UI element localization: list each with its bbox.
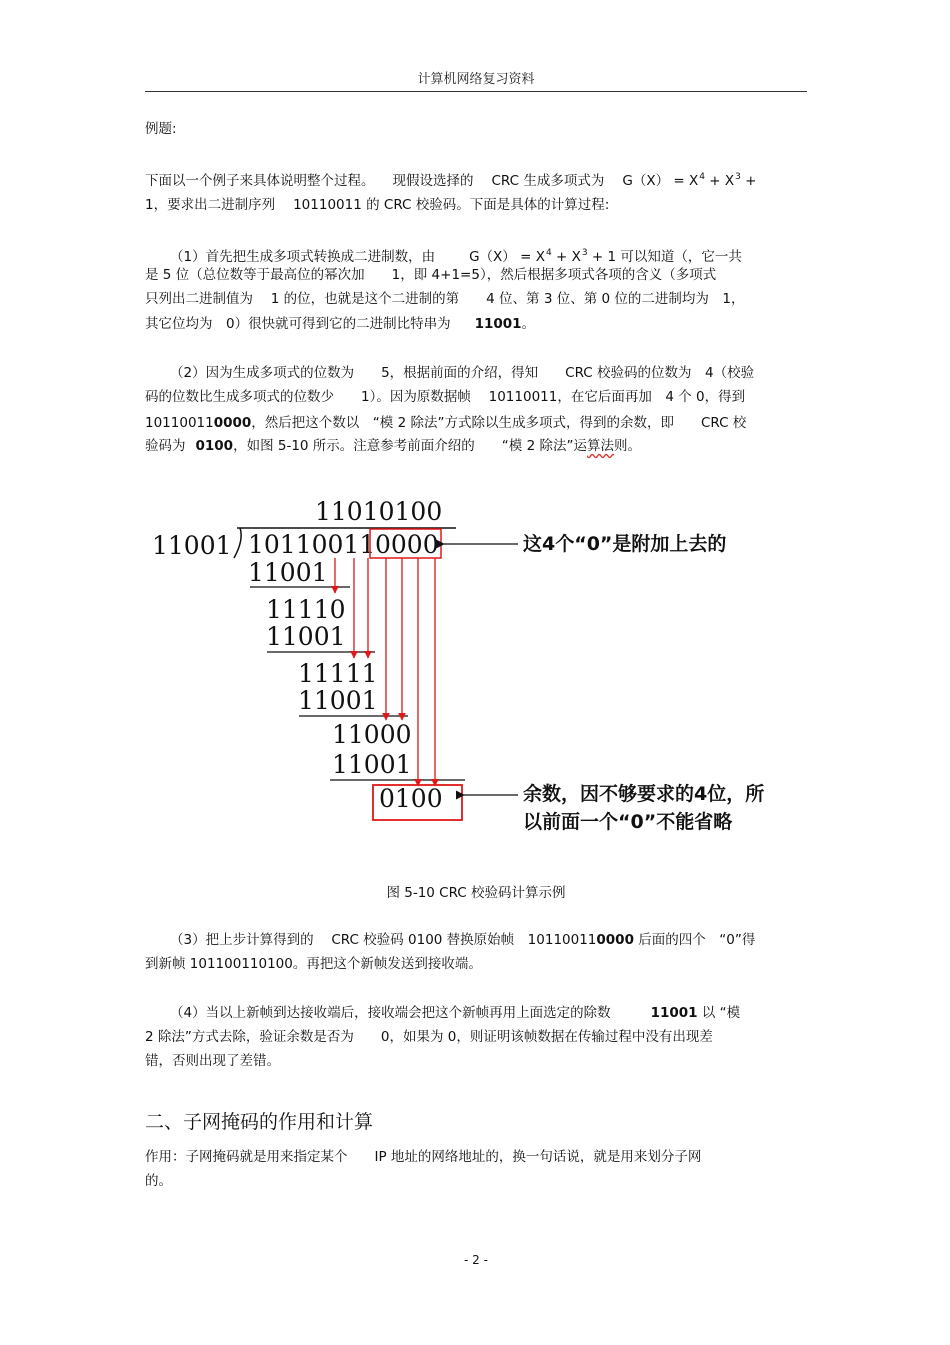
step1-exp-3: 3	[581, 248, 588, 258]
note-bottom-line-2: 以前面一个“0”不能省略	[523, 811, 733, 833]
step2-text-l4c: ，如图 5-10 所示。注意参考前面介绍的 “模 2 除法”运	[233, 438, 587, 454]
division-row-1: 11001	[248, 558, 328, 587]
step1-text-d: + 1 可以知道（，它一共	[587, 249, 742, 265]
step2-line-4	[145, 437, 641, 455]
step2-crc-value: 0100	[195, 438, 234, 454]
division-row-4: 11111	[298, 659, 378, 688]
intro-line-2	[145, 196, 609, 214]
intro-poly-x3: + X	[704, 173, 735, 189]
crc-division-figure	[140, 490, 820, 850]
intro-text-l2b: 10110011 的 CRC 校验码。下面是具体的计算过程:	[293, 197, 610, 213]
intro-text-b: 现假设选择的	[392, 173, 474, 189]
step4-line-3: 错，否则出现了差错。	[145, 1053, 280, 1069]
note-top: 这4个“0”是附加上去的	[523, 533, 727, 555]
intro-text-l2a: 1，要求出二进制序列	[145, 197, 276, 213]
section2-line-2: 的。	[145, 1173, 172, 1189]
step3-text-a: （3）把上步计算得到的 CRC 校验码 0100 替换原始帧 10110011	[170, 932, 597, 948]
intro-text-a: 下面以一个例子来具体说明整个过程。	[145, 173, 375, 189]
step4-text-c: 以 “模	[697, 1005, 741, 1021]
step1-text-l4c: 。	[521, 316, 536, 332]
step4-line-1	[170, 1004, 740, 1022]
example-label: 例题:	[145, 121, 177, 137]
step2-frame: 10110011	[145, 415, 214, 431]
step1-poly-g: G（X） = X	[469, 249, 545, 265]
dividend-main: 10110011	[248, 530, 376, 559]
intro-poly-g: G（X） = X	[622, 173, 699, 189]
step2-frame-pad: 0000	[213, 415, 252, 431]
intro-exp-3: 3	[735, 172, 741, 182]
page-number: - 2 -	[464, 1253, 488, 1267]
step1-line-2: 是 5 位（总位数等于最高位的幂次加 1，即 4+1=5），然后根据多项式各项的含义（多项式	[145, 267, 717, 283]
division-row-5: 11001	[298, 686, 378, 715]
step2-text-l4a: 验码为	[145, 438, 186, 454]
step2-line-2: 码的位数比生成多项式的位数少 1）。因为原数据帧 10110011，在它后面再加 4 个 0，得到	[145, 389, 746, 405]
division-row-2: 11110	[266, 595, 346, 624]
division-bracket	[234, 528, 241, 558]
note-bottom-line-1: 余数，因不够要求的4位，所	[523, 783, 765, 805]
division-row-7: 11001	[332, 750, 412, 779]
intro-exp-4: 4	[699, 172, 705, 182]
step2-text-l4e: 则。	[613, 438, 641, 454]
step1-text-a: （1）首先把生成多项式转换成二进制数，由	[170, 249, 436, 265]
step1-bitstring: 11001	[474, 316, 522, 332]
intro-poly-plus: +	[740, 173, 757, 189]
step3-frame-pad: 0000	[596, 932, 634, 948]
quotient: 11010100	[315, 497, 443, 526]
step4-text-a: （4）当以上新帧到达接收端后，接收端会把这个新帧再用上面选定的除数	[170, 1005, 611, 1021]
step1-line-1	[170, 244, 742, 266]
dividend-pad: 0000	[375, 530, 439, 559]
figure-caption: 图 5-10 CRC 校验码计算示例	[386, 885, 566, 901]
step2-text-l3c: ，然后把这个数以 “模 2 除法”方式除以生成多项式，得到的余数，即 CRC 校	[251, 415, 747, 431]
division-row-6: 11000	[332, 720, 412, 749]
step1-exp-4: 4	[545, 248, 552, 258]
step4-divisor: 11001	[650, 1005, 698, 1021]
step1-poly-x3: + X	[551, 249, 581, 265]
division-row-3: 11001	[266, 622, 346, 651]
step2-text-squiggle: 算法	[586, 438, 614, 454]
step3-line-2: 到新帧 101100110100。再把这个新帧发送到接收端。	[145, 956, 482, 972]
section-heading: 二、子网掩码的作用和计算	[145, 1111, 374, 1133]
remainder: 0100	[379, 784, 443, 813]
intro-text-c: CRC 生成多项式为	[491, 173, 605, 189]
step1-line-4	[145, 315, 535, 333]
page-header: 计算机网络复习资料	[417, 72, 535, 87]
step3-text-c: 后面的四个 “0”得	[633, 932, 756, 948]
divisor: 11001	[152, 531, 232, 560]
step2-line-3	[145, 414, 746, 432]
step3-line-1	[170, 931, 755, 949]
step4-line-2: 2 除法”方式去除，验证余数是否为 0，如果为 0，则证明该帧数据在传输过程中没有出现差	[145, 1029, 713, 1045]
intro-line-1	[145, 168, 756, 190]
header-rule	[145, 91, 807, 92]
step2-line-1: （2）因为生成多项式的位数为 5，根据前面的介绍，得知 CRC 校验码的位数为 4（校验	[170, 365, 755, 381]
step1-text-l4a: 其它位均为 0）很快就可得到它的二进制比特串为	[145, 316, 451, 332]
section2-line-1: 作用：子网掩码就是用来指定某个 IP 地址的网络地址的，换一句话说，就是用来划分子网	[145, 1149, 702, 1165]
step1-line-3: 只列出二进制值为 1 的位，也就是这个二进制的第 4 位、第 3 位、第 0 位的二进制均为 1，	[145, 291, 745, 307]
